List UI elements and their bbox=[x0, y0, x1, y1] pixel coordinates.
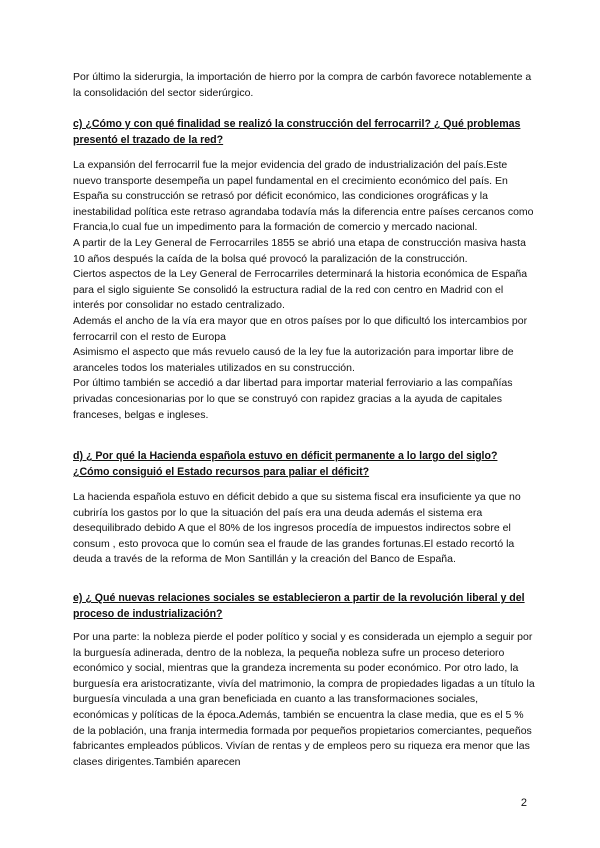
page-number: 2 bbox=[520, 797, 527, 809]
section-c-paragraph: Asimismo el aspecto que más revuelo causó de la ley fue la autorización para importar libre de aranceles todos los materiales utilizados en su construcción. bbox=[73, 346, 514, 374]
section-d-paragraph: La hacienda española estuvo en déficit debido a que su sistema fiscal era insuficiente ya que no cubriría los gastos por lo que la situación del país era una deuda además el sistema era desequilibrado debido A que el 80% de los ingresos procedía de impuestos indirectos sobre el consum , esto provoca que lo común sea el fraude de las grandes fortunas.El estado recortó la deuda a través de la reforma de Mon Santillán y la creación del Banco de España. bbox=[73, 491, 521, 566]
section-e-paragraph: Por una parte: la nobleza pierde el poder político y social y es considerada un ejemplo a seguir por la burguesía adinerada, dentro de la nobleza, la pequeña nobleza sufre un proceso deterioro económico y social, mientras que la grandeza incrementa su poder económico. Por otro lado, la burguesía era aristocratizante, vivía del matrimonio, la compra de propiedades ligadas a un título la burguesía vinculada a una gran beneficiada en cuanto a las transformaciones sociales, económicas y políticas de la época.Además, también se encuentra la clase media, que es el 5 % de la población, una franja intermedia formada por pequeños propietarios comerciantes, pequeños fabricantes empleados públicos. Vivían de rentas y de empleos pero su riqueza era menor que las clases dirigentes.También aparecen bbox=[73, 631, 535, 768]
section-c-paragraph: A partir de la Ley General de Ferrocarriles 1855 se abrió una etapa de construcción masiva hasta 10 años después la caída de la bolsa qué provocó la paralización de la construcción. bbox=[73, 236, 526, 265]
intro-paragraph: Por último la siderurgia, la importación de hierro por la compra de carbón favorece notablemente a la consolidación del sector siderúrgico. bbox=[73, 71, 532, 99]
section-c-paragraph: Por último también se accedió a dar libertad para importar material ferroviario a las compañías privadas concesionarias por lo que se construyó con rapidez gracias a la ayuda de capitales franceses, belgas e ingleses. bbox=[73, 377, 513, 421]
section-d-heading: d) ¿ Por qué la Hacienda española estuvo en déficit permanente a lo largo del siglo? ¿Cómo consiguió el Estado recursos para paliar el déficit? bbox=[73, 450, 498, 478]
section-d-body bbox=[73, 490, 535, 568]
section-e-body bbox=[73, 630, 535, 770]
section-c-paragraph: Ciertos aspectos de la Ley General de Ferrocarriles determinará la historia económica de España para el siglo siguiente Se consolidó la estructura radial de la red con centro en Madrid con el interés por consolidar no estado centralizado. bbox=[73, 268, 528, 312]
section-c-paragraph: La expansión del ferrocarril fue la mejor evidencia del grado de industrialización del país.Este nuevo transporte desempeña un papel fundamental en el crecimiento económico del país. En España su construcción se retrasó por déficit económico, las condiciones orográficas y la inestabilidad política este retraso agrandaba todavía más la diferencia entre países cercanos como Francia,lo cual fue un impedimento para la formación de comercio y mercado nacional. bbox=[73, 159, 534, 234]
section-c-body bbox=[73, 158, 535, 423]
section-c-paragraph: Además el ancho de la vía era mayor que en otros países por lo que dificultó los intercambios por ferrocarril con el resto de Europa bbox=[73, 314, 528, 343]
section-e-heading: e) ¿ Qué nuevas relaciones sociales se establecieron a partir de la revolución liberal y del proceso de industrialización? bbox=[73, 592, 525, 620]
section-c-heading: c) ¿Cómo y con qué finalidad se realizó la construcción del ferrocarril? ¿ Qué problemas presentó el trazado de la red? bbox=[73, 118, 521, 146]
